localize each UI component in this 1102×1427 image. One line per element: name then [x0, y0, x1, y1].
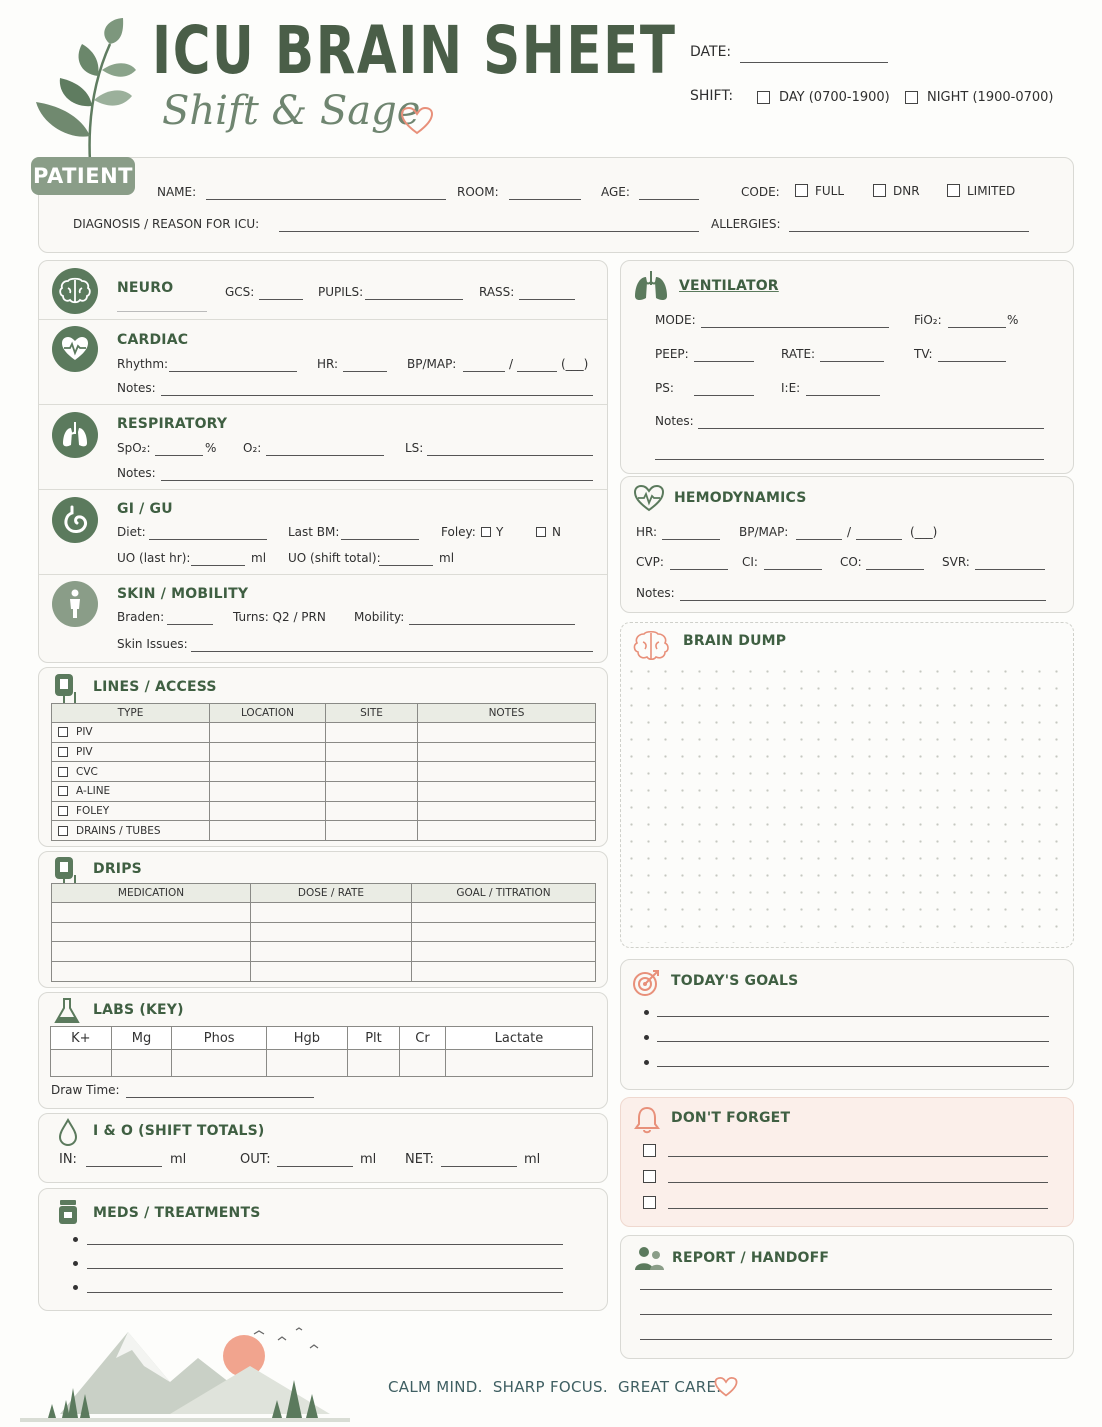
- line-type: FOLEY: [76, 805, 110, 818]
- turns-label: Turns: Q2 / PRN: [233, 610, 326, 624]
- rass-label: RASS:: [479, 285, 515, 299]
- room-label: ROOM:: [457, 185, 499, 199]
- table-row: [52, 782, 596, 802]
- report-panel: [620, 1235, 1074, 1359]
- o2-label: O₂:: [243, 441, 262, 455]
- cardiac-hr-field[interactable]: [343, 371, 387, 372]
- skin-issues-label: Skin Issues:: [117, 637, 188, 651]
- line-type: CVC: [76, 765, 98, 778]
- lungs-icon: [633, 269, 669, 303]
- table-cell[interactable]: [418, 801, 596, 821]
- gcs-field[interactable]: [259, 299, 303, 300]
- fio2-field[interactable]: [948, 327, 1006, 328]
- pupils-label: PUPILS:: [318, 285, 364, 299]
- io-in-unit: ml: [170, 1152, 187, 1167]
- cvp-label: CVP:: [636, 555, 664, 569]
- diagnosis-field[interactable]: [279, 231, 699, 232]
- uo-hr-field[interactable]: [191, 565, 245, 566]
- line-checkbox[interactable]: [58, 786, 68, 796]
- heart-pulse-icon: [52, 326, 98, 372]
- diet-label: Diet:: [117, 525, 146, 539]
- brain-icon: [631, 628, 671, 664]
- drips-header-medication: MEDICATION: [52, 884, 251, 903]
- lines-header-type: TYPE: [52, 704, 210, 723]
- ci-field[interactable]: [764, 569, 822, 570]
- io-out-label: OUT:: [240, 1152, 271, 1167]
- brain-icon: [52, 268, 98, 314]
- table-cell[interactable]: [52, 962, 251, 982]
- table-cell[interactable]: [326, 742, 418, 762]
- meds-title: MEDS / TREATMENTS: [93, 1205, 261, 1221]
- cardiac-bpmap-label: BP/MAP:: [407, 357, 457, 371]
- table-cell[interactable]: [251, 942, 412, 962]
- braden-field[interactable]: [167, 624, 213, 625]
- reminder-checkbox[interactable]: [643, 1196, 656, 1209]
- page-title: ICU BRAIN SHEET: [152, 12, 677, 89]
- drips-title: DRIPS: [93, 861, 142, 877]
- table-cell[interactable]: [347, 1050, 399, 1077]
- shift-day-checkbox[interactable]: [757, 91, 770, 104]
- resp-notes-field[interactable]: [161, 480, 593, 481]
- table-cell[interactable]: [210, 723, 326, 743]
- cardiac-bp-systolic-field[interactable]: [463, 371, 505, 372]
- line-type: A-LINE: [76, 785, 111, 798]
- table-cell[interactable]: [52, 922, 251, 942]
- lines-header-location: LOCATION: [210, 704, 326, 723]
- table-cell[interactable]: [412, 903, 596, 923]
- foley-yes-label: Y: [496, 525, 504, 539]
- draw-time-field[interactable]: [126, 1097, 314, 1098]
- code-full-label: FULL: [815, 184, 845, 198]
- systems-panel: [38, 260, 608, 663]
- hemo-notes-label: Notes:: [636, 586, 675, 600]
- shift-night-label: NIGHT (1900-0700): [927, 90, 1054, 105]
- fio2-label: FiO₂:: [914, 313, 942, 327]
- lab-header-k: K+: [51, 1027, 112, 1050]
- allergies-field[interactable]: [789, 231, 1029, 232]
- leaf-logo-icon: [28, 14, 138, 164]
- io-in-field[interactable]: [86, 1166, 162, 1167]
- uo-shift-label: UO (shift total):: [288, 551, 381, 565]
- allergies-label: ALLERGIES:: [711, 217, 781, 231]
- uo-shift-unit: ml: [439, 551, 455, 565]
- code-limited-checkbox[interactable]: [947, 184, 960, 197]
- line-checkbox[interactable]: [58, 806, 68, 816]
- ps-field[interactable]: [694, 395, 754, 396]
- foley-no-label: N: [552, 525, 561, 539]
- hemo-bpmap-label: BP/MAP:: [739, 525, 789, 539]
- table-cell[interactable]: [418, 723, 596, 743]
- spo2-field[interactable]: [155, 455, 203, 456]
- tv-label: TV:: [914, 347, 933, 361]
- date-field[interactable]: [740, 62, 888, 63]
- diet-field[interactable]: [149, 539, 267, 540]
- code-limited-label: LIMITED: [967, 184, 1016, 198]
- hemo-bp-systolic-field[interactable]: [796, 539, 842, 540]
- table-row: [52, 962, 596, 982]
- date-label: DATE:: [690, 44, 732, 60]
- dont-forget-panel: [620, 1097, 1074, 1227]
- line-type: DRAINS / TUBES: [76, 824, 161, 837]
- ps-label: PS:: [655, 381, 674, 395]
- heart-icon: [400, 106, 434, 136]
- io-out-field[interactable]: [277, 1166, 353, 1167]
- table-cell[interactable]: [326, 723, 418, 743]
- line-checkbox[interactable]: [58, 826, 68, 836]
- table-cell[interactable]: [326, 801, 418, 821]
- cvp-field[interactable]: [670, 569, 728, 570]
- vent-rate-field[interactable]: [820, 361, 884, 362]
- patient-name-label: NAME:: [157, 185, 197, 199]
- brain-dump-panel[interactable]: [620, 622, 1074, 948]
- hemo-bp-diastolic-field[interactable]: [856, 539, 902, 540]
- vent-notes-label: Notes:: [655, 414, 694, 428]
- goal-line[interactable]: [657, 1016, 1049, 1017]
- shift-label: SHIFT:: [690, 88, 734, 104]
- dot-grid: [623, 663, 1071, 943]
- table-cell[interactable]: [172, 1050, 266, 1077]
- table-cell[interactable]: [51, 1050, 112, 1077]
- heart-icon: [714, 1376, 738, 1398]
- bullet: [73, 1237, 78, 1242]
- table-cell[interactable]: [418, 782, 596, 802]
- target-icon: [631, 968, 661, 998]
- ci-label: CI:: [742, 555, 758, 569]
- last-bm-field[interactable]: [341, 539, 419, 540]
- diagnosis-label: DIAGNOSIS / REASON FOR ICU:: [73, 217, 260, 231]
- ls-label: LS:: [405, 441, 424, 455]
- table-cell[interactable]: [266, 1050, 347, 1077]
- goals-title: TODAY'S GOALS: [671, 973, 799, 989]
- labs-panel: [38, 992, 608, 1109]
- goal-line[interactable]: [657, 1041, 1049, 1042]
- uo-hr-label: UO (last hr):: [117, 551, 191, 565]
- table-cell[interactable]: [418, 821, 596, 841]
- foley-yes-checkbox[interactable]: [481, 527, 491, 537]
- drips-header-goal: GOAL / TITRATION: [412, 884, 596, 903]
- table-cell[interactable]: [251, 922, 412, 942]
- dont-forget-title: DON'T FORGET: [671, 1110, 791, 1126]
- code-dnr-label: DNR: [893, 184, 920, 198]
- skin-title: SKIN / MOBILITY: [117, 586, 249, 602]
- code-label: CODE:: [741, 185, 780, 199]
- patient-panel: [38, 157, 1074, 253]
- hemo-notes-field[interactable]: [680, 600, 1046, 601]
- table-row: [52, 821, 596, 841]
- rhythm-field[interactable]: [169, 371, 297, 372]
- vent-mode-field[interactable]: [701, 327, 889, 328]
- table-row: [52, 723, 596, 743]
- meds-line[interactable]: [87, 1292, 563, 1293]
- table-cell[interactable]: [251, 962, 412, 982]
- cardiac-bp-slash: /: [509, 357, 514, 371]
- lines-table: [51, 703, 596, 841]
- report-line[interactable]: [640, 1314, 1052, 1315]
- ls-field[interactable]: [427, 455, 593, 456]
- table-cell[interactable]: [445, 1050, 592, 1077]
- shift-night-checkbox[interactable]: [905, 91, 918, 104]
- table-row: [52, 801, 596, 821]
- table-cell[interactable]: [400, 1050, 446, 1077]
- table-cell[interactable]: [412, 922, 596, 942]
- svr-label: SVR:: [942, 555, 970, 569]
- hemodynamics-title: HEMODYNAMICS: [674, 490, 807, 506]
- divider: [39, 319, 607, 320]
- drips-panel: [38, 851, 608, 988]
- bullet: [644, 1035, 649, 1040]
- io-out-unit: ml: [360, 1152, 377, 1167]
- table-row: [52, 742, 596, 762]
- table-cell[interactable]: [326, 762, 418, 782]
- cardiac-map-field[interactable]: (___): [561, 357, 589, 371]
- ie-label: I:E:: [781, 381, 801, 395]
- cardiac-notes-label: Notes:: [117, 381, 156, 395]
- people-icon: [633, 1244, 665, 1274]
- reminder-line[interactable]: [668, 1182, 1048, 1183]
- labs-title: LABS (KEY): [93, 1002, 184, 1018]
- goals-panel: [620, 959, 1074, 1090]
- divider: [39, 404, 607, 405]
- o2-field[interactable]: [266, 455, 384, 456]
- lab-header-cr: Cr: [400, 1027, 446, 1050]
- vent-notes-field[interactable]: [698, 428, 1044, 429]
- hemo-hr-field[interactable]: [662, 539, 720, 540]
- tv-field[interactable]: [938, 361, 1006, 362]
- line-type: PIV: [76, 726, 93, 739]
- meds-line[interactable]: [87, 1244, 563, 1245]
- table-cell[interactable]: [418, 742, 596, 762]
- mountain-illustration: [20, 1322, 350, 1422]
- ie-field[interactable]: [806, 395, 880, 396]
- braden-label: Braden:: [117, 610, 165, 624]
- vent-rate-label: RATE:: [781, 347, 816, 361]
- foley-no-checkbox[interactable]: [536, 527, 546, 537]
- table-row: [51, 1050, 593, 1077]
- meds-panel: [38, 1188, 608, 1311]
- ventilator-title: VENTILATOR: [679, 278, 779, 294]
- vent-mode-label: MODE:: [655, 313, 696, 327]
- code-dnr-checkbox[interactable]: [873, 184, 886, 197]
- bullet: [73, 1261, 78, 1266]
- cardiac-hr-label: HR:: [317, 357, 339, 371]
- fio2-percent: %: [1007, 313, 1019, 327]
- co-label: CO:: [840, 555, 862, 569]
- drips-table: [51, 883, 596, 982]
- rass-field[interactable]: [519, 299, 575, 300]
- ventilator-panel: [620, 260, 1074, 474]
- io-panel: [38, 1113, 608, 1183]
- person-icon: [52, 581, 98, 627]
- table-cell[interactable]: [210, 742, 326, 762]
- io-net-unit: ml: [524, 1152, 541, 1167]
- bullet: [644, 1010, 649, 1015]
- lines-panel: [38, 667, 608, 847]
- table-cell[interactable]: [412, 962, 596, 982]
- goal-line[interactable]: [657, 1066, 1049, 1067]
- page-subtitle: Shift & Sage: [162, 88, 421, 134]
- reminder-checkbox[interactable]: [643, 1170, 656, 1183]
- uo-hr-unit: ml: [251, 551, 267, 565]
- last-bm-label: Last BM:: [288, 525, 340, 539]
- pill-bottle-icon: [57, 1198, 79, 1226]
- resp-notes-label: Notes:: [117, 466, 156, 480]
- table-cell[interactable]: [111, 1050, 172, 1077]
- hemo-bp-slash: /: [847, 525, 852, 539]
- reminder-line[interactable]: [668, 1156, 1048, 1157]
- lines-header-notes: NOTES: [418, 704, 596, 723]
- age-label: AGE:: [601, 185, 630, 199]
- lab-header-lactate: Lactate: [445, 1027, 592, 1050]
- lab-header-mg: Mg: [111, 1027, 172, 1050]
- labs-table: [50, 1026, 593, 1077]
- line-checkbox[interactable]: [58, 767, 68, 777]
- divider: [39, 574, 607, 575]
- footer-tagline: CALM MIND. SHARP FOCUS. GREAT CARE.: [388, 1378, 722, 1396]
- table-row: [52, 762, 596, 782]
- lab-header-phos: Phos: [172, 1027, 266, 1050]
- table-row: [52, 903, 596, 923]
- table-cell[interactable]: [412, 942, 596, 962]
- room-field[interactable]: [509, 199, 581, 200]
- draw-time-label: Draw Time:: [51, 1083, 120, 1097]
- hemo-hr-label: HR:: [636, 525, 658, 539]
- line-type: PIV: [76, 746, 93, 759]
- vent-notes-field-2[interactable]: [655, 459, 1044, 460]
- table-cell[interactable]: [210, 782, 326, 802]
- co-field[interactable]: [866, 569, 924, 570]
- flask-icon: [53, 996, 81, 1026]
- skin-issues-field[interactable]: [191, 651, 593, 652]
- drop-icon: [57, 1117, 79, 1147]
- table-row: [52, 922, 596, 942]
- table-cell[interactable]: [210, 762, 326, 782]
- cardiac-title: CARDIAC: [117, 332, 189, 348]
- bell-icon: [633, 1105, 661, 1135]
- svr-field[interactable]: [975, 569, 1045, 570]
- io-net-label: NET:: [405, 1152, 434, 1167]
- table-cell[interactable]: [52, 942, 251, 962]
- heart-pulse-icon: [633, 483, 665, 513]
- respiratory-title: RESPIRATORY: [117, 416, 228, 432]
- bullet: [644, 1060, 649, 1065]
- neuro-title: NEURO: [117, 280, 174, 296]
- line-checkbox[interactable]: [58, 727, 68, 737]
- code-full-checkbox[interactable]: [795, 184, 808, 197]
- hemo-map-field[interactable]: (___): [910, 525, 938, 539]
- neuro-title-underline: [117, 311, 207, 312]
- brain-dump-title: BRAIN DUMP: [683, 633, 787, 649]
- lab-header-hgb: Hgb: [266, 1027, 347, 1050]
- rhythm-label: Rhythm:: [117, 357, 169, 371]
- table-cell[interactable]: [251, 903, 412, 923]
- shift-day-label: DAY (0700-1900): [779, 90, 890, 105]
- peep-label: PEEP:: [655, 347, 689, 361]
- table-cell[interactable]: [210, 801, 326, 821]
- age-field[interactable]: [639, 199, 699, 200]
- patient-name-field[interactable]: [206, 199, 446, 200]
- uo-shift-field[interactable]: [379, 565, 433, 566]
- foley-label: Foley:: [441, 525, 476, 539]
- table-row: [52, 942, 596, 962]
- spo2-percent: %: [205, 441, 217, 455]
- table-cell[interactable]: [52, 903, 251, 923]
- table-cell[interactable]: [326, 782, 418, 802]
- report-title: REPORT / HANDOFF: [672, 1250, 830, 1266]
- lines-header-site: SITE: [326, 704, 418, 723]
- mobility-label: Mobility:: [354, 610, 405, 624]
- report-line[interactable]: [640, 1339, 1052, 1340]
- report-line[interactable]: [640, 1289, 1052, 1290]
- gigu-title: GI / GU: [117, 501, 173, 517]
- table-cell[interactable]: [210, 821, 326, 841]
- lungs-icon: [52, 412, 98, 458]
- line-checkbox[interactable]: [58, 747, 68, 757]
- reminder-line[interactable]: [668, 1208, 1048, 1209]
- stomach-icon: [52, 497, 98, 543]
- drips-header-dose: DOSE / RATE: [251, 884, 412, 903]
- cardiac-notes-field[interactable]: [161, 395, 593, 396]
- patient-tab: PATIENT: [31, 157, 135, 195]
- divider: [39, 489, 607, 490]
- io-net-field[interactable]: [441, 1166, 517, 1167]
- reminder-checkbox[interactable]: [643, 1144, 656, 1157]
- gcs-label: GCS:: [225, 285, 255, 299]
- lab-header-plt: Plt: [347, 1027, 399, 1050]
- pupils-field[interactable]: [365, 299, 463, 300]
- cardiac-bp-diastolic-field[interactable]: [517, 371, 557, 372]
- bullet: [73, 1285, 78, 1290]
- mobility-field[interactable]: [409, 624, 575, 625]
- io-in-label: IN:: [59, 1152, 77, 1167]
- table-cell[interactable]: [418, 762, 596, 782]
- table-cell[interactable]: [326, 821, 418, 841]
- hemodynamics-panel: [620, 476, 1074, 613]
- io-title: I & O (SHIFT TOTALS): [93, 1123, 265, 1139]
- meds-line[interactable]: [87, 1268, 563, 1269]
- lines-title: LINES / ACCESS: [93, 679, 217, 695]
- spo2-label: SpO₂:: [117, 441, 151, 455]
- peep-field[interactable]: [694, 361, 754, 362]
